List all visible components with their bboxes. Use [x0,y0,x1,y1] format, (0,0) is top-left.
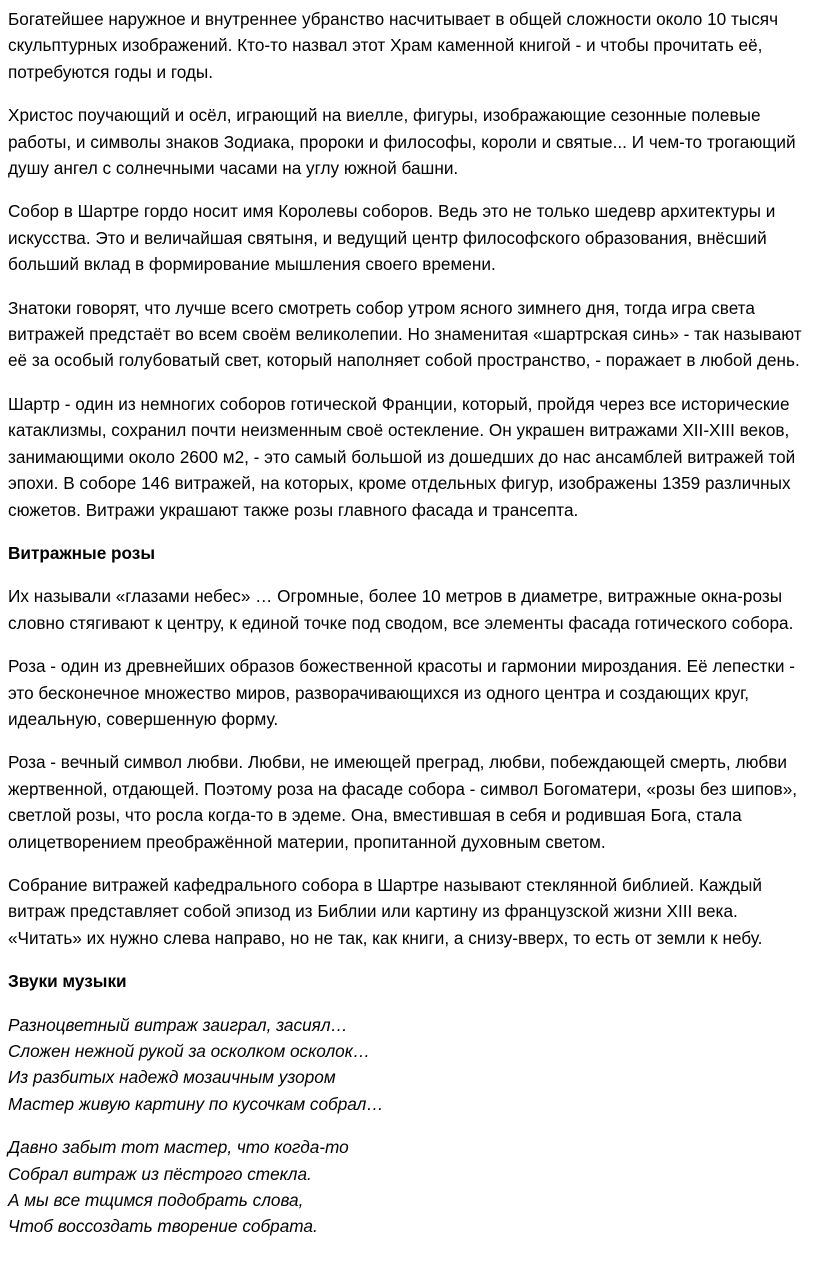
poem-line: А мы все тщимся подобрать слова, [8,1190,304,1211]
paragraph-figures: Христос поучающий и осёл, играющий на виелле, фигуры, изображающие сезонные полевые работы, и символы знаков Зодиака, пророки и философы, короли и святые... И чем-то трогающий душу ангел с солнечными часами на углу южной башни. [8,105,796,179]
poem-line: Разноцветный витраж заиграл, засиял… [8,1014,348,1035]
poem-stanza-1 [8,1012,808,1118]
paragraph-chartres-blue: Знатоки говорят, что лучше всего смотреть собор утром ясного зимнего дня, тогда игра света витражей предстаёт во всем своём великолепии. Но знаменитая «шартрская синь» - так называют её за особый голубоватый свет, который наполняет собой пространство, - поражает в любой день. [8,297,802,371]
poem-line: Давно забыт тот мастер, что когда-то [8,1137,349,1158]
paragraph-queen-of-cathedrals: Собор в Шартре гордо носит имя Королевы соборов. Ведь это не только шедевр архитектуры и искусства. Это и величайшая святыня, и ведущий центр философского образования, внёсший больший вклад в формирование мышления своего времени. [8,201,776,275]
paragraph-rose-harmony: Роза - один из древнейших образов божественной красоты и гармонии мироздания. Её лепестки - это бесконечное множество миров, разворачивающихся из одного центра и создающих круг, идеальную, совершенную форму. [8,656,795,729]
poem-line: Сложен нежной рукой за осколком осколок… [8,1041,371,1061]
paragraph-glass-bible: Собрание витражей кафедрального собора в Шартре называют стеклянной библией. Каждый витраж представляет собой эпизод из Библии или картину из французской жизни XIII века. «Читать» их нужно слева направо, но не так, как книги, а снизу-вверх, то есть от земли к небу. [8,874,763,948]
section-heading-roses: Витражные розы [8,542,156,563]
section-heading-music: Звуки музыки [8,971,127,992]
paragraph-eyes-of-heaven: Их называли «глазами небес» … Огромные, более 10 метров в диаметре, витражные окна-розы словно стягивают к центру, к единой точке под сводом, все элементы фасада готического собора. [8,586,794,633]
poem-stanza-2 [8,1134,808,1240]
poem-line: Чтоб воссоздать творение собрата. [8,1216,318,1237]
poem-line: Мастер живую картину по кусочкам собрал… [8,1093,384,1114]
paragraph-rose-love: Роза - вечный символ любви. Любви, не имеющей преград, любви, побеждающей смерть, любви жертвенной, отдающей. Поэтому роза на фасаде собора - символ Богоматери, «розы без шипов», светлой розы, что росла когда-то в эдеме. Она, вместившая в себя и родившая Бога, стала олицетворением преображённой материи, пропитанной духовным светом. [8,752,798,852]
paragraph-sculptures: Богатейшее наружное и внутреннее убранство насчитывает в общей сложности около 10 тысяч скульптурных изображений. Кто-то назвал этот Храм каменной книгой - и чтобы прочитать её, потребуются годы и годы. [8,9,779,82]
poem-line: Собрал витраж из пёстрого стекла. [8,1163,312,1184]
poem-line: Из разбитых надежд мозаичным узором [8,1067,336,1088]
paragraph-stained-glass-history: Шартр - один из немногих соборов готической Франции, который, пройдя через все исторические катаклизмы, сохранил почти неизменным своё остекление. Он украшен витражами XII-XIII веков, занимающими около 2600 м2, - это самый большой из дошедших до нас ансамблей витражей той эпохи. В соборе 146 витражей, на которых, кроме отдельных фигур, изображены 1359 различных сюжетов. Витражи украшают также розы главного фасада и трансепта. [8,393,796,520]
